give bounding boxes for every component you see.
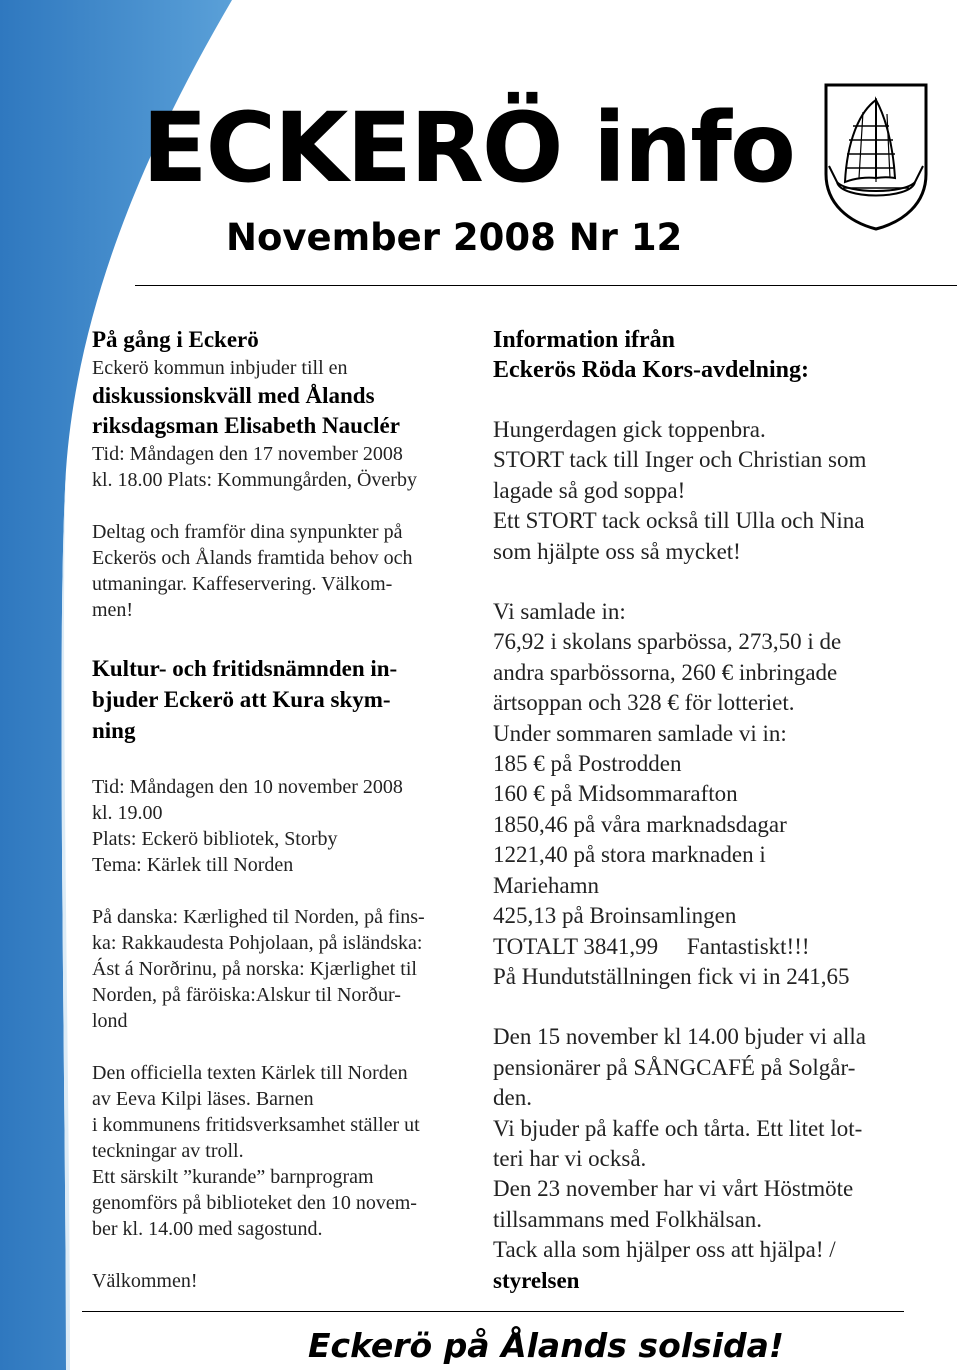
ship-coat-of-arms-icon <box>823 82 929 232</box>
program-line: ber kl. 14.00 med sagostund. <box>92 1218 323 1240</box>
info-line: Vi bjuder på kaffe och tårta. Ett litet lot- <box>493 1115 863 1141</box>
program-line: Ett särskilt ”kurande” barnprogram <box>92 1166 374 1188</box>
event-body-line: men! <box>92 599 134 621</box>
language-line: Ást á Norðrinu, på norska: Kjærlighet til <box>92 958 417 980</box>
footer-slogan: Eckerö på Ålands solsida! <box>308 1326 784 1365</box>
section-heading-kultur: ning <box>92 718 136 743</box>
program-line: genomförs på biblioteket den 10 novem- <box>92 1192 417 1214</box>
event-time: Tid: Måndagen den 10 november 2008 <box>92 776 403 798</box>
info-line: teri har vi också. <box>493 1145 647 1171</box>
info-line: 160 € på Midsommarafton <box>493 781 738 807</box>
left-column <box>92 325 482 1294</box>
red-cross-heading: Eckerös Röda Kors-avdelning: <box>493 357 810 383</box>
info-line: ärtsoppan och 328 € för lotteriet. <box>493 690 795 716</box>
program-line: teckningar av troll. <box>92 1140 244 1162</box>
issue-subtitle: November 2008 Nr 12 <box>226 216 683 259</box>
info-line: Den 15 november kl 14.00 bjuder vi alla <box>493 1024 867 1050</box>
red-cross-heading: Information ifrån <box>493 327 675 353</box>
info-line: På Hundutställningen fick vi in 241,65 <box>493 963 850 989</box>
program-line: av Eeva Kilpi läses. Barnen <box>92 1088 314 1110</box>
language-line: På danska: Kærlighed til Norden, på fins- <box>92 906 425 928</box>
language-line: Norden, på färöiska:Alskur til Norður- <box>92 984 401 1006</box>
info-line: som hjälpte oss så mycket! <box>493 538 741 564</box>
event-time: kl. 19.00 <box>92 802 163 824</box>
info-line: Den 23 november har vi vårt Höstmöte <box>493 1176 854 1202</box>
info-line: 76,92 i skolans sparbössa, 273,50 i de <box>493 629 842 655</box>
info-line: 425,13 på Broinsamlingen <box>493 903 737 929</box>
info-line: andra sparbössorna, 260 € inbringade <box>493 659 838 685</box>
event-body-line: Deltag och framför dina synpunkter på <box>92 521 403 543</box>
info-line: Hungerdagen gick toppenbra. <box>493 417 766 442</box>
info-line: den. <box>493 1085 532 1111</box>
event-time: Tid: Måndagen den 17 november 2008 <box>92 443 403 465</box>
info-line: lagade så god soppa! <box>493 477 686 503</box>
section-heading-kultur: bjuder Eckerö att Kura skym- <box>92 687 391 712</box>
right-column <box>493 325 933 1296</box>
event-body-line: Eckerös och Ålands framtida behov och <box>92 547 413 569</box>
info-line: Mariehamn <box>493 872 600 898</box>
footer-rule <box>82 1311 904 1312</box>
header-rule <box>135 285 957 286</box>
welcome-text: Välkommen! <box>92 1270 198 1292</box>
section-heading-kultur: Kultur- och fritidsnämnden in- <box>92 656 398 681</box>
info-line: pensionärer på SÅNGCAFÉ på Solgår- <box>493 1054 856 1080</box>
info-line: Under sommaren samlade vi in: <box>493 720 787 746</box>
event-body-line: utmaningar. Kaffeservering. Välkom- <box>92 573 393 595</box>
program-line: Den officiella texten Kärlek till Norden <box>92 1062 408 1084</box>
event-place: Plats: Eckerö bibliotek, Storby <box>92 828 338 850</box>
info-line: Vi samlade in: <box>493 599 626 625</box>
info-line: TOTALT 3841,99 Fantastiskt!!! <box>493 933 810 959</box>
info-line: Ett STORT tack också till Ulla och Nina <box>493 508 865 534</box>
page-title: ECKERÖ info <box>142 92 794 204</box>
info-line: 1221,40 på stora marknaden i <box>493 842 766 868</box>
info-line: tillsammans med Folkhälsan. <box>493 1206 762 1232</box>
info-line: Tack alla som hjälper oss att hjälpa! / <box>493 1237 836 1263</box>
info-line: 185 € på Postrodden <box>493 751 682 777</box>
event-time-place: kl. 18.00 Plats: Kommungården, Överby <box>92 469 417 491</box>
language-line: lond <box>92 1010 128 1032</box>
section-heading-pa-gang: På gång i Eckerö <box>92 327 259 352</box>
event-title-line: riksdagsman Elisabeth Nauclér <box>92 413 400 438</box>
event-theme: Tema: Kärlek till Norden <box>92 854 294 876</box>
info-line: 1850,46 på våra marknadsdagar <box>493 811 787 837</box>
event-intro: Eckerö kommun inbjuder till en <box>92 357 348 379</box>
language-line: ka: Rakkaudesta Pohjolaan, på isländska: <box>92 932 423 954</box>
event-title-line: diskussionskväll med Ålands <box>92 383 375 408</box>
program-line: i kommunens fritidsverksamhet ställer ut <box>92 1114 420 1136</box>
info-line: STORT tack till Inger och Christian som <box>493 447 867 473</box>
signature-styrelsen: styrelsen <box>493 1267 580 1293</box>
